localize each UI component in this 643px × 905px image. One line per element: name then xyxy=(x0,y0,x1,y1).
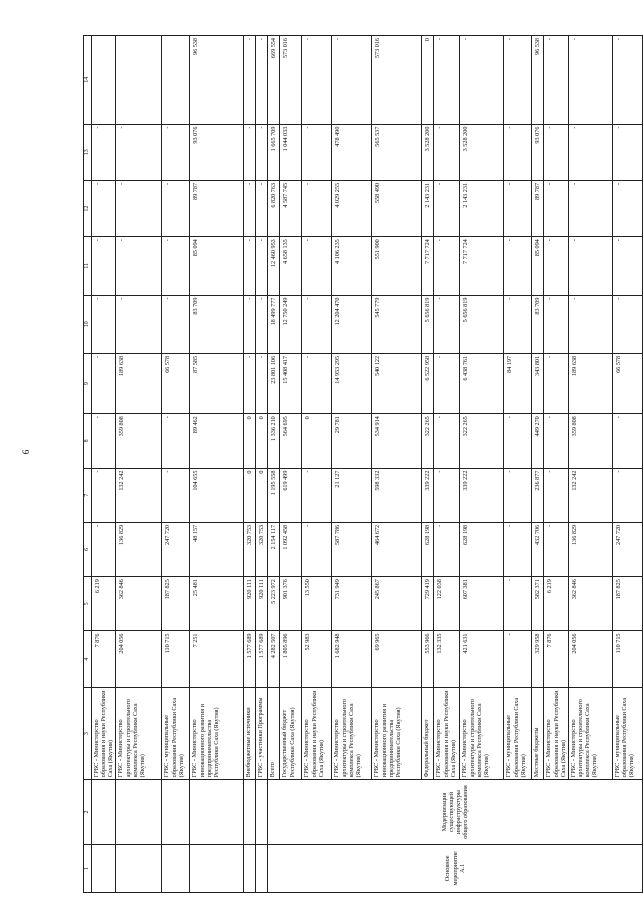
value-cell: - xyxy=(504,36,532,125)
value-cell: 204 056 xyxy=(116,631,162,687)
col-num-4: 4 xyxy=(84,631,92,687)
value-cell: 4 029 255 xyxy=(332,180,372,236)
value-cell: 1 577 689 xyxy=(256,631,268,687)
row-label: ГРБС - муниципальные образования Республики Саха (Якутия) xyxy=(504,687,532,780)
value-cell: 1 805 896 xyxy=(280,631,302,687)
value-cell: - xyxy=(162,414,190,468)
value-cell: 564 695 xyxy=(280,414,302,468)
col-num-1: 1 xyxy=(84,844,92,892)
value-cell: 12 750 249 xyxy=(280,295,302,353)
value-cell xyxy=(92,36,116,125)
row-label: ГРБС - муниципальные образования Республики Саха (Якутия) xyxy=(612,687,642,780)
value-cell: 1 665 709 xyxy=(268,124,280,180)
value-cell: 87 585 xyxy=(190,353,244,413)
table-sheet xyxy=(83,35,635,893)
value-cell: 449 270 xyxy=(532,414,544,468)
value-cell: 4 106 235 xyxy=(332,237,372,295)
col2-cell xyxy=(256,780,268,844)
value-cell: 3 528 200 xyxy=(422,124,434,180)
value-cell: 7 717 724 xyxy=(460,237,504,295)
value-cell: - xyxy=(162,468,190,522)
value-cell: - xyxy=(434,237,460,295)
col2-cell xyxy=(244,780,256,844)
value-cell: 6 820 763 xyxy=(268,180,280,236)
table-row xyxy=(92,36,116,893)
value-cell: - xyxy=(256,353,268,413)
row-label: ГРБС - муниципальные образования Республики Саха (Якутия) xyxy=(162,687,190,780)
value-cell: - xyxy=(92,414,116,468)
value-cell: 359 808 xyxy=(568,414,612,468)
value-cell: - xyxy=(244,180,256,236)
value-cell: 189 638 xyxy=(116,353,162,413)
value-cell: - xyxy=(504,577,532,631)
value-cell: 607 381 xyxy=(460,577,504,631)
value-cell: - xyxy=(244,353,256,413)
table-row xyxy=(372,36,422,893)
col-num-2: 2 xyxy=(84,780,92,844)
value-cell: - xyxy=(302,353,332,413)
value-cell: - xyxy=(434,353,460,413)
value-cell: 136 829 xyxy=(116,522,162,576)
value-cell: 545 779 xyxy=(372,295,422,353)
col-num-12: 12 xyxy=(84,180,92,236)
value-cell: - xyxy=(504,468,532,522)
value-cell: 69 965 xyxy=(372,631,422,687)
value-cell: 587 786 xyxy=(332,522,372,576)
col2-cell xyxy=(162,780,190,844)
value-cell: - xyxy=(256,237,268,295)
value-cell: - xyxy=(162,237,190,295)
value-cell: - xyxy=(116,295,162,353)
value-cell: 3 528 200 xyxy=(460,124,504,180)
value-cell xyxy=(162,36,190,125)
value-cell: 236 877 xyxy=(532,468,544,522)
row-label: ГРБС - Министерство образования и науки Республики Саха (Якутия) xyxy=(544,687,568,780)
value-cell: 920 111 xyxy=(256,577,268,631)
value-cell: - xyxy=(302,180,332,236)
value-cell: 5 656 819 xyxy=(460,295,504,353)
value-cell: - xyxy=(92,522,116,576)
value-cell: 359 808 xyxy=(116,414,162,468)
value-cell: - xyxy=(434,522,460,576)
value-cell: - xyxy=(92,237,116,295)
value-cell: 598 332 xyxy=(372,468,422,522)
value-cell: 247 720 xyxy=(612,522,642,576)
value-cell: - xyxy=(612,124,642,180)
value-cell: 12 204 470 xyxy=(332,295,372,353)
value-cell: 432 706 xyxy=(532,522,544,576)
value-cell: 93 076 xyxy=(532,124,544,180)
value-cell: - xyxy=(256,36,268,125)
value-cell: 12 460 953 xyxy=(268,237,280,295)
value-cell: 669 554 xyxy=(268,36,280,125)
table-row xyxy=(116,36,162,893)
table-row xyxy=(504,36,532,893)
value-cell: - xyxy=(612,237,642,295)
value-cell: - xyxy=(92,353,116,413)
value-cell: 110 715 xyxy=(162,631,190,687)
row-label: ГРБС - Министерство образования и науки Республики Саха (Якутия) xyxy=(92,687,116,780)
value-cell: 187 825 xyxy=(612,577,642,631)
value-cell: 582 371 xyxy=(532,577,544,631)
value-cell: 14 953 295 xyxy=(332,353,372,413)
value-cell: 0 xyxy=(244,468,256,522)
value-cell: 48 157 xyxy=(190,522,244,576)
value-cell: - xyxy=(504,295,532,353)
event-code-cell xyxy=(268,844,642,892)
value-cell: 83 709 xyxy=(190,295,244,353)
value-cell: 4 282 507 xyxy=(268,631,280,687)
value-cell: 15 408 417 xyxy=(280,353,302,413)
value-cell: - xyxy=(256,124,268,180)
value-cell: 6 522 958 xyxy=(422,353,434,413)
value-cell: 7 251 xyxy=(190,631,244,687)
value-cell: - xyxy=(544,237,568,295)
value-cell: - xyxy=(544,36,568,125)
rotated-table-container xyxy=(83,35,635,893)
value-cell: 362 846 xyxy=(568,577,612,631)
value-cell: - xyxy=(302,295,332,353)
value-cell: 7 876 xyxy=(544,631,568,687)
value-cell: 85 094 xyxy=(190,237,244,295)
value-cell: - xyxy=(504,414,532,468)
value-cell: 322 265 xyxy=(422,414,434,468)
value-cell: 89 787 xyxy=(190,180,244,236)
value-cell: - xyxy=(332,36,372,125)
row-label: ГРБС - Министерство образования и науки Республики Саха (Якутия) xyxy=(302,687,332,780)
value-cell: 322 265 xyxy=(460,414,504,468)
row-label: ГРБС - Министерство инновационного развития и предпринимательства Республики Саха (Якутия) xyxy=(372,687,422,780)
value-cell: 245 867 xyxy=(372,577,422,631)
value-cell: 132 242 xyxy=(568,468,612,522)
value-cell: - xyxy=(504,237,532,295)
value-cell: 628 198 xyxy=(460,522,504,576)
value-cell: 96 538 xyxy=(190,36,244,125)
row-label: ГРБС - участники Программы xyxy=(256,687,268,780)
value-cell: - xyxy=(504,124,532,180)
page-number: 6 xyxy=(21,449,31,455)
value-cell: 136 829 xyxy=(568,522,612,576)
value-cell: 5 656 819 xyxy=(422,295,434,353)
col1-cell xyxy=(244,844,256,892)
col-num-14: 14 xyxy=(84,36,92,125)
value-cell: 628 198 xyxy=(422,522,434,576)
value-cell: - xyxy=(116,237,162,295)
value-cell: - xyxy=(434,468,460,522)
value-cell: 343 801 xyxy=(532,353,544,413)
value-cell: 93 076 xyxy=(190,124,244,180)
table-row xyxy=(280,36,302,893)
value-cell: - xyxy=(612,180,642,236)
value-cell: 66 578 xyxy=(612,353,642,413)
value-cell: - xyxy=(244,36,256,125)
value-cell: 920 111 xyxy=(244,577,256,631)
value-cell: 66 578 xyxy=(162,353,190,413)
row-label: ГРБС - Министерство образования и науки Республики Саха (Якутия) xyxy=(434,687,460,780)
value-cell: 29 781 xyxy=(332,414,372,468)
value-cell: 6 219 xyxy=(544,577,568,631)
value-cell: - xyxy=(162,295,190,353)
value-cell: 189 638 xyxy=(568,353,612,413)
col-num-3: 3 xyxy=(84,687,92,780)
value-cell: - xyxy=(544,295,568,353)
value-cell: 0 xyxy=(244,414,256,468)
table-row xyxy=(460,36,504,893)
value-cell: - xyxy=(504,631,532,687)
value-cell: 247 720 xyxy=(162,522,190,576)
value-cell: - xyxy=(302,468,332,522)
value-cell: 1 044 033 xyxy=(280,124,302,180)
value-cell: 339 222 xyxy=(460,468,504,522)
value-cell: 204 056 xyxy=(568,631,612,687)
value-cell: - xyxy=(568,237,612,295)
value-cell: 110 715 xyxy=(612,631,642,687)
table-row xyxy=(422,36,434,893)
value-cell: 551 900 xyxy=(372,237,422,295)
col1-cell xyxy=(256,844,268,892)
row-label: Местные бюджеты xyxy=(532,687,544,780)
table-row xyxy=(612,36,642,893)
value-cell: - xyxy=(544,353,568,413)
value-cell: 901 376 xyxy=(280,577,302,631)
value-cell: 0 xyxy=(256,468,268,522)
value-cell: 104 655 xyxy=(190,468,244,522)
value-cell: - xyxy=(544,180,568,236)
value-cell: 25 481 xyxy=(190,577,244,631)
value-cell: 52 983 xyxy=(302,631,332,687)
value-cell: - xyxy=(612,414,642,468)
col1-cell xyxy=(116,844,162,892)
value-cell: 4 658 135 xyxy=(280,237,302,295)
value-cell: - xyxy=(544,468,568,522)
value-cell: - xyxy=(434,36,460,125)
value-cell: 7 876 xyxy=(92,631,116,687)
value-cell: - xyxy=(162,124,190,180)
value-cell: - xyxy=(302,522,332,576)
event-name: Модернизация существующей инфраструктуры общего образования xyxy=(440,785,470,839)
budget-table xyxy=(83,35,643,893)
row-label: Внебюджетные источники xyxy=(244,687,256,780)
value-cell: - xyxy=(302,237,332,295)
value-cell: 558 490 xyxy=(372,180,422,236)
value-cell: - xyxy=(92,124,116,180)
col-num-13: 13 xyxy=(84,124,92,180)
value-cell: 2 143 231 xyxy=(460,180,504,236)
value-cell: 573 016 xyxy=(280,36,302,125)
value-cell: - xyxy=(504,522,532,576)
value-cell: - xyxy=(302,36,332,125)
value-cell: 122 038 xyxy=(434,577,460,631)
value-cell: 553 966 xyxy=(422,631,434,687)
table-row xyxy=(544,36,568,893)
value-cell: - xyxy=(434,414,460,468)
table-row xyxy=(190,36,244,893)
value-cell: 187 825 xyxy=(162,577,190,631)
value-cell: 478 490 xyxy=(332,124,372,180)
row-label: ГРБС - Министерство архитектуры и строительного комплекса Республики Саха (Якутия) xyxy=(332,687,372,780)
value-cell: 2 143 231 xyxy=(422,180,434,236)
value-cell: 339 222 xyxy=(422,468,434,522)
table-row xyxy=(256,36,268,893)
col-num-10: 10 xyxy=(84,295,92,353)
value-cell: 0 xyxy=(256,414,268,468)
col2-cell xyxy=(190,780,244,844)
value-cell: 619 499 xyxy=(280,468,302,522)
value-cell: 0 xyxy=(302,414,332,468)
col2-cell xyxy=(116,780,162,844)
value-cell: - xyxy=(256,180,268,236)
value-cell: - xyxy=(302,124,332,180)
value-cell: - xyxy=(244,237,256,295)
value-cell: - xyxy=(434,124,460,180)
event-name-cell xyxy=(268,780,642,844)
value-cell: 4 587 745 xyxy=(280,180,302,236)
value-cell: 1 336 210 xyxy=(268,414,280,468)
value-cell: - xyxy=(92,180,116,236)
row-label: ГРБС - Министерство архитектуры и строительного комплекса Республики Саха (Якутия) xyxy=(568,687,612,780)
value-cell: 84 197 xyxy=(504,353,532,413)
value-cell: - xyxy=(434,295,460,353)
value-cell: 362 846 xyxy=(116,577,162,631)
value-cell: 573 016 xyxy=(372,36,422,125)
value-cell: 7 717 724 xyxy=(422,237,434,295)
value-cell: 85 094 xyxy=(532,237,544,295)
value-cell: - xyxy=(244,124,256,180)
table-row xyxy=(162,36,190,893)
table-row xyxy=(302,36,332,893)
col-num-8: 8 xyxy=(84,414,92,468)
table-row xyxy=(532,36,544,893)
row-label: Государственный бюджет Республики Саха (Якутия) xyxy=(280,687,302,780)
value-cell: 534 914 xyxy=(372,414,422,468)
value-cell: 83 709 xyxy=(532,295,544,353)
value-cell: 89 462 xyxy=(190,414,244,468)
value-cell: - xyxy=(92,468,116,522)
value-cell: 23 801 106 xyxy=(268,353,280,413)
value-cell xyxy=(116,36,162,125)
value-cell: 132 242 xyxy=(116,468,162,522)
table-row xyxy=(434,36,460,893)
value-cell: - xyxy=(612,468,642,522)
table-row xyxy=(568,36,612,893)
value-cell: 6 219 xyxy=(92,577,116,631)
value-cell: - xyxy=(256,295,268,353)
value-cell: 6 438 761 xyxy=(460,353,504,413)
value-cell: - xyxy=(612,36,642,125)
value-cell: 320 753 xyxy=(244,522,256,576)
value-cell: 96 538 xyxy=(532,36,544,125)
value-cell: 729 419 xyxy=(422,577,434,631)
event-code: Основное мероприятие А.1 xyxy=(444,851,466,886)
value-cell: 1 682 948 xyxy=(332,631,372,687)
value-cell: - xyxy=(116,180,162,236)
value-cell: - xyxy=(544,522,568,576)
value-cell: - xyxy=(568,124,612,180)
row-label: Федеральный бюджет xyxy=(422,687,434,780)
col-num-5: 5 xyxy=(84,577,92,631)
value-cell: 1 195 558 xyxy=(268,468,280,522)
value-cell: 731 949 xyxy=(332,577,372,631)
col1-cell xyxy=(162,844,190,892)
value-cell: 132 335 xyxy=(434,631,460,687)
value-cell: 464 672 xyxy=(372,522,422,576)
table-row xyxy=(332,36,372,893)
value-cell: - xyxy=(568,36,612,125)
table-row xyxy=(244,36,256,893)
row-label: Всего xyxy=(268,687,280,780)
col-num-7: 7 xyxy=(84,468,92,522)
value-cell: 421 631 xyxy=(460,631,504,687)
value-cell: 540 122 xyxy=(372,353,422,413)
value-cell: - xyxy=(504,180,532,236)
value-cell: - xyxy=(612,295,642,353)
value-cell: 565 537 xyxy=(372,124,422,180)
col1-cell xyxy=(92,844,116,892)
value-cell: 1 577 689 xyxy=(244,631,256,687)
value-cell: - xyxy=(92,295,116,353)
value-cell: - xyxy=(568,180,612,236)
value-cell: 329 958 xyxy=(532,631,544,687)
value-cell: 18 499 777 xyxy=(268,295,280,353)
table-row xyxy=(268,36,280,893)
value-cell: 0 xyxy=(422,36,434,125)
value-cell: - xyxy=(544,124,568,180)
value-cell: 2 154 117 xyxy=(268,522,280,576)
header-row xyxy=(84,36,92,893)
value-cell: 21 127 xyxy=(332,468,372,522)
value-cell: - xyxy=(116,124,162,180)
col-num-9: 9 xyxy=(84,353,92,413)
row-label: ГРБС - Министерство архитектуры и строительного комплекса Республики Саха (Якутия) xyxy=(116,687,162,780)
value-cell: - xyxy=(544,414,568,468)
value-cell: - xyxy=(162,180,190,236)
col-num-11: 11 xyxy=(84,237,92,295)
value-cell: 1 092 458 xyxy=(280,522,302,576)
row-label: ГРБС - Министерство инновационного развития и предпринимательства Республики Саха (Якутия) xyxy=(190,687,244,780)
value-cell: 5 223 972 xyxy=(268,577,280,631)
value-cell: - xyxy=(568,295,612,353)
value-cell: - xyxy=(244,295,256,353)
col2-cell xyxy=(92,780,116,844)
value-cell: 89 787 xyxy=(532,180,544,236)
value-cell: - xyxy=(434,180,460,236)
col-num-6: 6 xyxy=(84,522,92,576)
col1-cell xyxy=(190,844,244,892)
value-cell: 320 753 xyxy=(256,522,268,576)
value-cell: 13 550 xyxy=(302,577,332,631)
row-label: ГРБС - Министерство архитектуры и строительного комплекса Республики Саха (Якутия) xyxy=(460,687,504,780)
value-cell: - xyxy=(460,36,504,125)
